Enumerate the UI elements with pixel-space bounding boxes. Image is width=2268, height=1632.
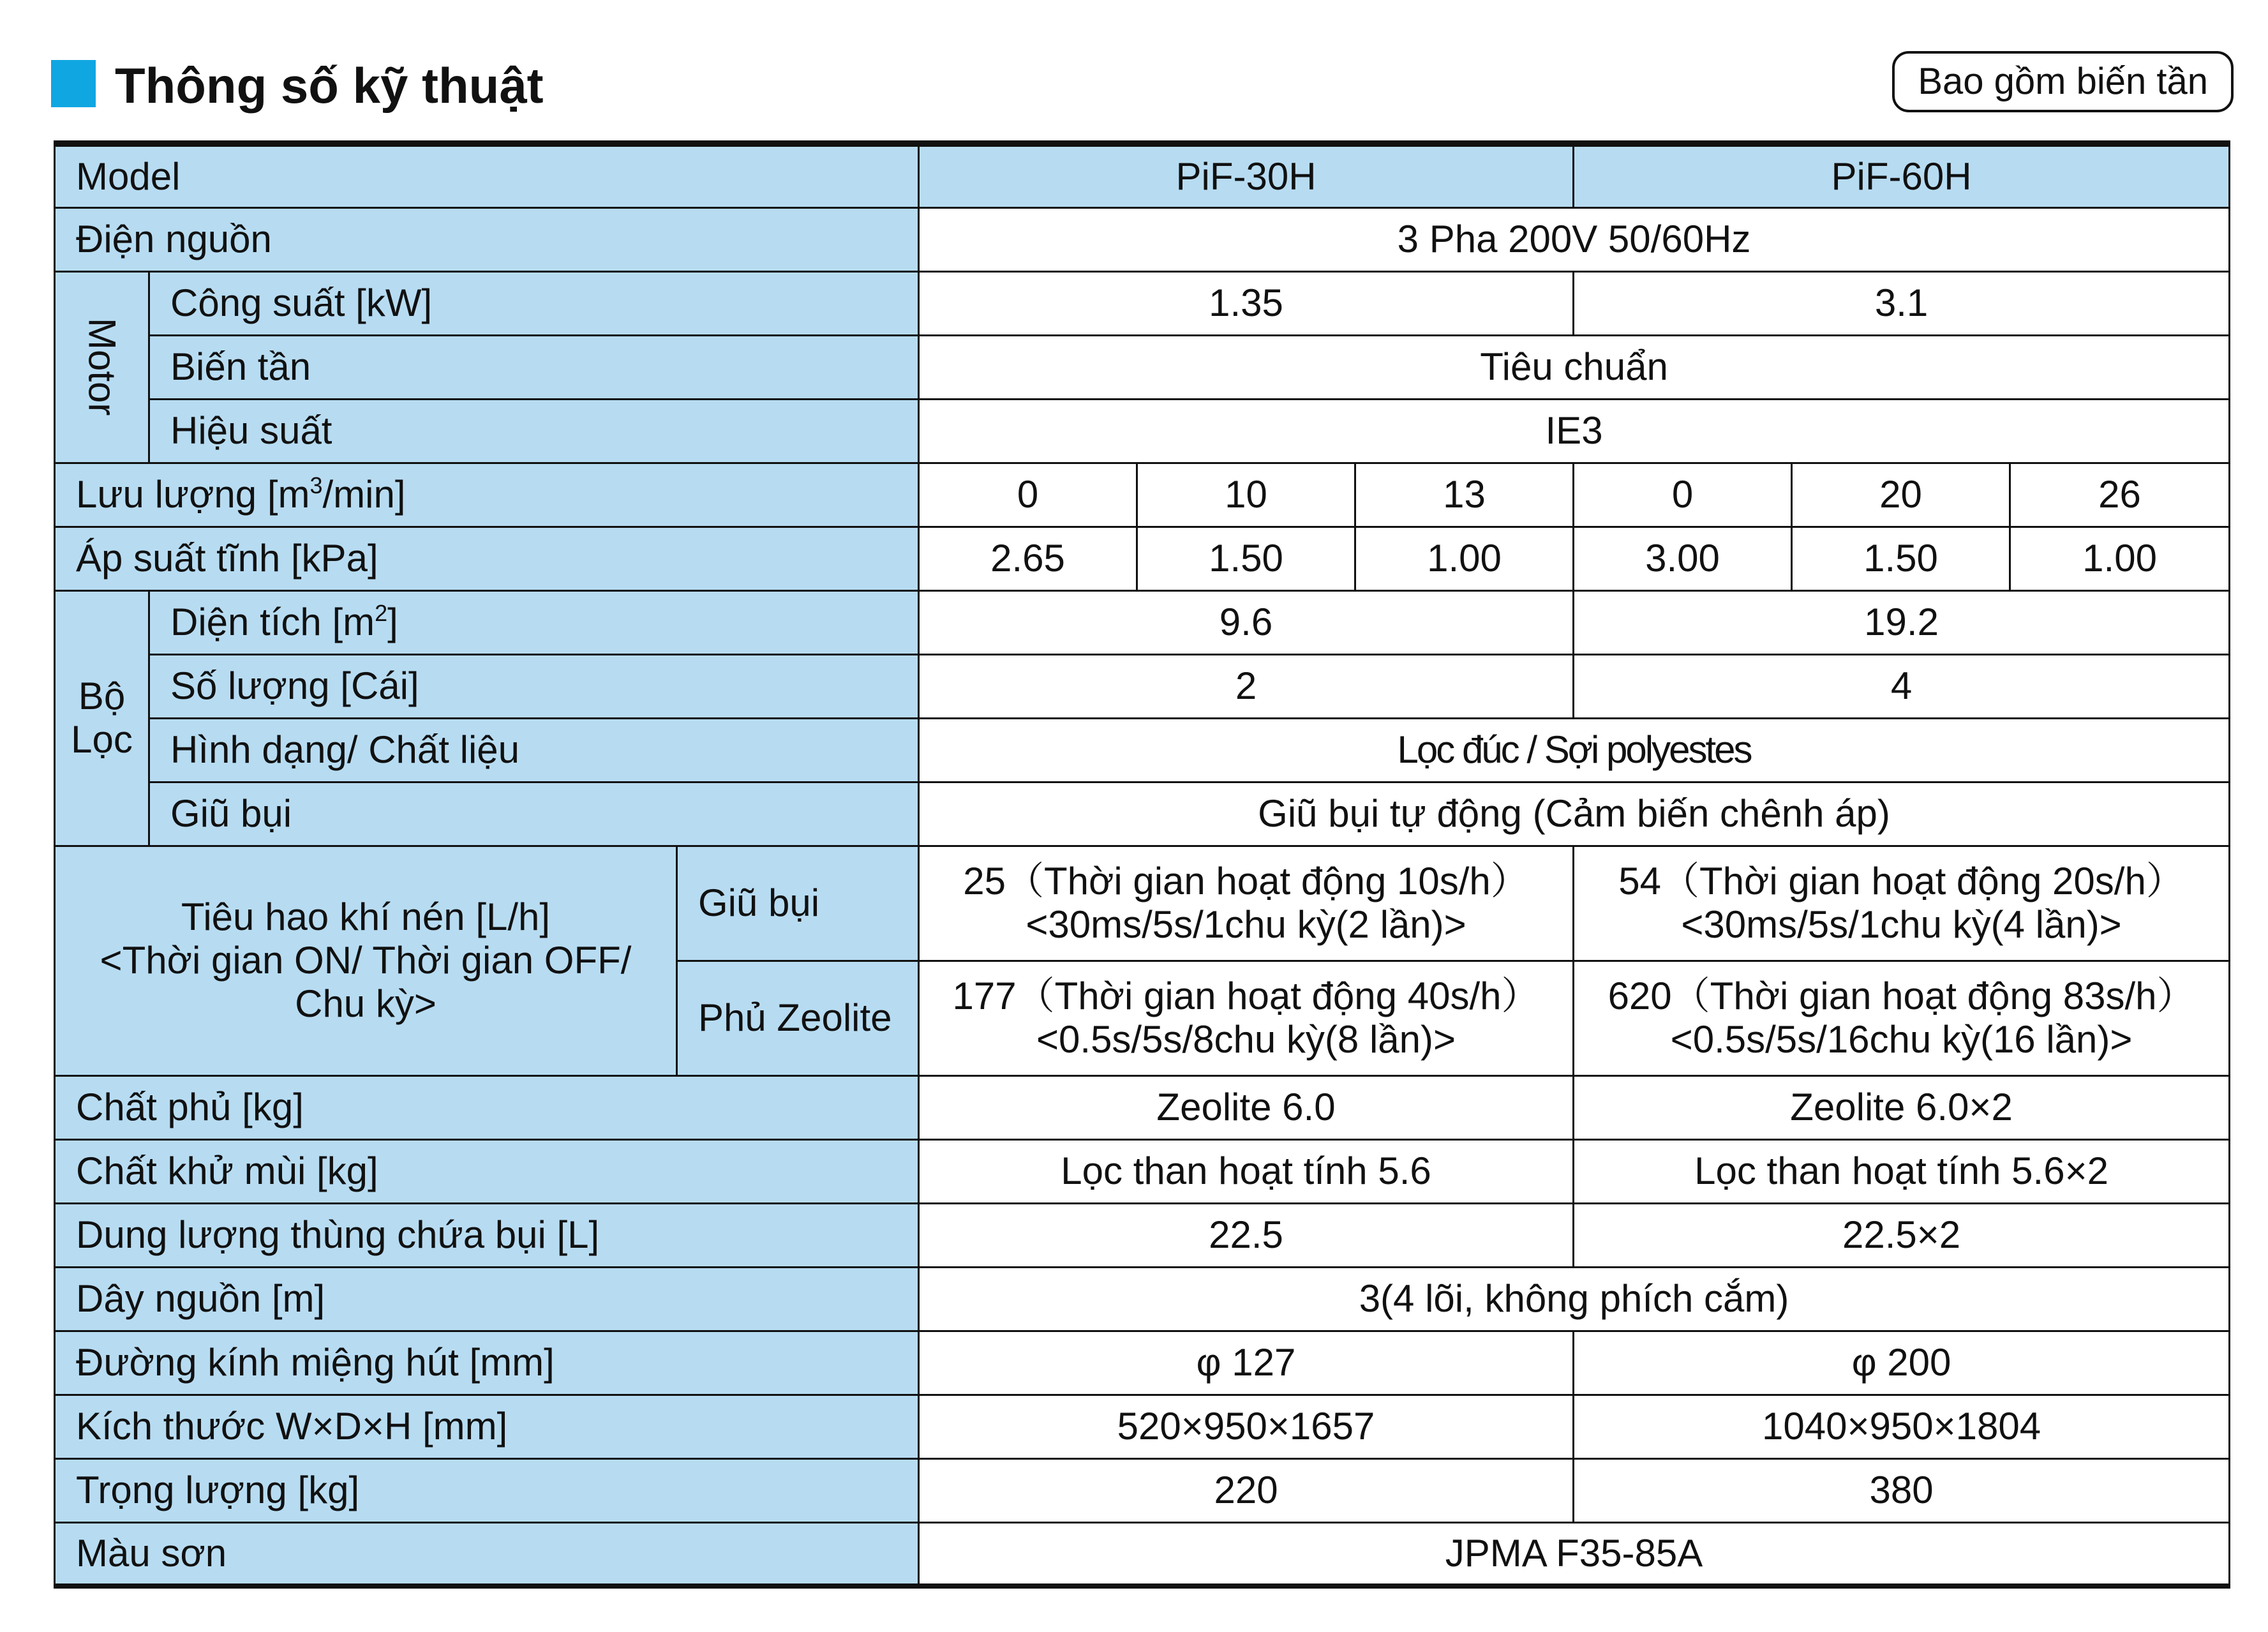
row-label-paint-color: Màu sơn — [55, 1522, 919, 1586]
weight-pif-30h: 220 — [919, 1458, 1574, 1522]
weight-pif-60h: 380 — [1574, 1458, 2230, 1522]
motor-output-pif-30h: 1.35 — [919, 271, 1574, 335]
row-power-source — [55, 207, 2230, 271]
row-label-weight: Trọng lượng [kg] — [55, 1458, 919, 1522]
row-power-cord — [55, 1267, 2230, 1331]
deodorizer-pif-60h: Lọc than hoạt tính 5.6×2 — [1574, 1139, 2230, 1203]
row-deodorizer — [55, 1139, 2230, 1203]
coating-pif-60h: Zeolite 6.0×2 — [1574, 1075, 2230, 1139]
deodorizer-pif-30h: Lọc than hoạt tính 5.6 — [919, 1139, 1574, 1203]
air-consumption-zeolite-pif-60h: 620（Thời gian hoạt động 83s/h） <0.5s/5s/16chu kỳ(16 lần)> — [1574, 961, 2230, 1075]
row-label-efficiency: Hiệu suất — [149, 399, 919, 463]
row-label-filter-dust-removal: Giũ bụi — [149, 782, 919, 846]
static-pressure-value: 1.50 — [1137, 527, 1355, 590]
page-header — [51, 51, 2234, 121]
motor-group-text: Motor — [80, 318, 124, 416]
row-air-consumption-dust — [55, 846, 2230, 961]
row-label-static-pressure: Áp suất tĩnh [kPa] — [55, 527, 919, 590]
air-consumption-dust-pif-30h: 25（Thời gian hoạt động 10s/h） <30ms/5s/1chu kỳ(2 lần)> — [919, 846, 1574, 961]
power-source-value: 3 Pha 200V 50/60Hz — [919, 207, 2230, 271]
row-label-filter-quantity: Số lượng [Cái] — [149, 654, 919, 718]
row-dust-bin — [55, 1203, 2230, 1267]
static-pressure-value: 1.50 — [1792, 527, 2010, 590]
row-label-model: Model — [55, 144, 919, 207]
airflow-value: 0 — [1574, 463, 1792, 527]
row-label-air-consumption: Tiêu hao khí nén [L/h] <Thời gian ON/ Thời gian OFF/ Chu kỳ> — [55, 846, 677, 1075]
air-consumption-dust-pif-60h: 54（Thời gian hoạt động 20s/h） <30ms/5s/1chu kỳ(4 lần)> — [1574, 846, 2230, 961]
dimensions-pif-60h: 1040×950×1804 — [1574, 1395, 2230, 1458]
model-header-pif-60h: PiF-60H — [1574, 144, 2230, 207]
row-filter-shape — [55, 718, 2230, 782]
spec-table — [54, 140, 2230, 1589]
inverter-value: Tiêu chuẩn — [919, 335, 2230, 399]
row-intake-diameter — [55, 1331, 2230, 1395]
row-label-coating: Chất phủ [kg] — [55, 1075, 919, 1139]
row-label-dust-bin: Dung lượng thùng chứa bụi [L] — [55, 1203, 919, 1267]
row-motor-output — [55, 271, 2230, 335]
airflow-value: 20 — [1792, 463, 2010, 527]
motor-output-pif-60h: 3.1 — [1574, 271, 2230, 335]
sub-label-dust-removal: Giũ bụi — [677, 846, 919, 961]
static-pressure-value: 2.65 — [919, 527, 1137, 590]
airflow-value: 10 — [1137, 463, 1355, 527]
page-title: Thông số kỹ thuật — [115, 57, 544, 114]
row-airflow — [55, 463, 2230, 527]
row-label-filter-shape: Hình dạng/ Chất liệu — [149, 718, 919, 782]
row-filter-quantity — [55, 654, 2230, 718]
static-pressure-value: 1.00 — [2010, 527, 2230, 590]
power-cord-value: 3(4 lõi, không phích cắm) — [919, 1267, 2230, 1331]
filter-area-pif-60h: 19.2 — [1574, 590, 2230, 654]
model-header-pif-30h: PiF-30H — [919, 144, 1574, 207]
row-label-power-cord: Dây nguồn [m] — [55, 1267, 919, 1331]
row-label-motor-output: Công suất [kW] — [149, 271, 919, 335]
row-label-deodorizer: Chất khử mùi [kg] — [55, 1139, 919, 1203]
filter-dust-removal-value: Giũ bụi tự động (Cảm biến chênh áp) — [919, 782, 2230, 846]
static-pressure-value: 1.00 — [1355, 527, 1574, 590]
row-label-inverter: Biến tần — [149, 335, 919, 399]
dust-bin-pif-60h: 22.5×2 — [1574, 1203, 2230, 1267]
airflow-value: 26 — [2010, 463, 2230, 527]
row-efficiency — [55, 399, 2230, 463]
row-model — [55, 144, 2230, 207]
air-consumption-zeolite-pif-30h: 177（Thời gian hoạt động 40s/h） <0.5s/5s/8chu kỳ(8 lần)> — [919, 961, 1574, 1075]
row-label-filter-area: Diện tích $[m^2]$ — [149, 590, 919, 654]
dimensions-pif-30h: 520×950×1657 — [919, 1395, 1574, 1458]
airflow-value: 13 — [1355, 463, 1574, 527]
coating-pif-30h: Zeolite 6.0 — [919, 1075, 1574, 1139]
paint-color-value: JPMA F35-85A — [919, 1522, 2230, 1586]
row-paint-color — [55, 1522, 2230, 1586]
intake-diameter-pif-30h: φ 127 — [919, 1331, 1574, 1395]
row-weight — [55, 1458, 2230, 1522]
group-label-filter: Bộ Lọc — [55, 590, 149, 846]
row-coating — [55, 1075, 2230, 1139]
filter-shape-value: Lọc đúc / Sợi polyestes — [919, 718, 2230, 782]
row-filter-area — [55, 590, 2230, 654]
row-label-dimensions: Kích thước W×D×H [mm] — [55, 1395, 919, 1458]
group-label-motor — [55, 271, 149, 463]
dust-bin-pif-30h: 22.5 — [919, 1203, 1574, 1267]
filter-quantity-pif-60h: 4 — [1574, 654, 2230, 718]
static-pressure-value: 3.00 — [1574, 527, 1792, 590]
inverter-badge: Bao gồm biến tần — [1892, 51, 2234, 112]
sub-label-zeolite-coating: Phủ Zeolite — [677, 961, 919, 1075]
filter-quantity-pif-30h: 2 — [919, 654, 1574, 718]
row-label-power-source: Điện nguồn — [55, 207, 919, 271]
title-marker-icon — [51, 60, 96, 107]
row-inverter — [55, 335, 2230, 399]
filter-area-pif-30h: 9.6 — [919, 590, 1574, 654]
intake-diameter-pif-60h: φ 200 — [1574, 1331, 2230, 1395]
efficiency-value: IE3 — [919, 399, 2230, 463]
row-label-intake-diameter: Đường kính miệng hút [mm] — [55, 1331, 919, 1395]
airflow-value: 0 — [919, 463, 1137, 527]
row-static-pressure — [55, 527, 2230, 590]
row-dimensions — [55, 1395, 2230, 1458]
row-filter-dust-removal — [55, 782, 2230, 846]
row-label-airflow: Lưu lượng $[m^3/\min]$ — [55, 463, 919, 527]
